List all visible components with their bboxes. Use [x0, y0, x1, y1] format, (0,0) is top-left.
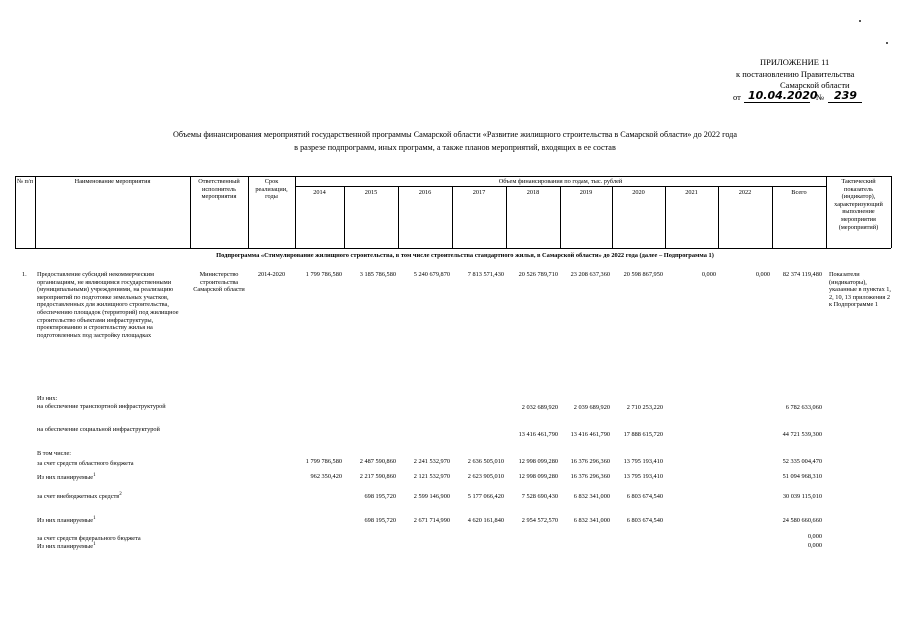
value-cell: 1 799 786,580	[305, 271, 342, 278]
appendix-line2: к постановлению Правительства	[736, 69, 855, 79]
value-cell: 30 039 115,010	[782, 493, 822, 500]
value-cell: 0,000	[807, 542, 822, 549]
header-year: 2016	[418, 189, 432, 196]
row-indicator: Показатели (индикаторы), указанные в пунктах 1, 2, 10, 13 приложения 2 к Подпрограмме 1	[829, 271, 892, 309]
scan-mark	[886, 42, 888, 44]
value-cell: 51 094 968,310	[782, 473, 822, 480]
value-cell: 7 813 571,430	[467, 271, 504, 278]
value-cell: 13 795 193,410	[623, 458, 663, 465]
value-cell: 16 376 296,360	[570, 473, 610, 480]
header-indicator: Тактический показатель (индикатор), характеризующий выполнение мероприятия (мероприятий)	[834, 178, 883, 231]
appendix-title: ПРИЛОЖЕНИЕ 11	[760, 57, 830, 67]
value-cell: 20 526 789,710	[518, 271, 558, 278]
appendix-from: от	[733, 92, 741, 102]
header-year: 2020	[632, 189, 645, 196]
fund-row-label: Из них планируемые$^1$	[37, 542, 96, 551]
of-them-label: Из них:	[37, 395, 58, 402]
sub-row-label: на обеспечение транспортной инфраструктурой	[37, 403, 166, 410]
header-year: 2022	[738, 189, 752, 196]
value-cell: 0,000	[755, 271, 770, 278]
value-cell: 2 121 532,970	[413, 473, 450, 480]
including-label: В том числе:	[37, 450, 72, 457]
value-cell: 17 888 615,720	[623, 431, 663, 438]
value-cell: 2 487 590,860	[359, 458, 396, 465]
value-cell: 7 528 690,430	[521, 493, 558, 500]
value-cell: 4 620 161,840	[467, 517, 504, 524]
value-cell: 2 623 905,010	[467, 473, 504, 480]
row-name: Предоставление субсидий некоммерческим организациям, не являющимся государственными (муниципальными) учреждениями, на реализацию мероприятий по подготовке земельных участков, предоставленных для жилищного строительства, обеспечению площадок (территорий) под жилищное строительство объектами инфраструктуры, проектированию и строительству жилья на подготовленных под застройку площадках	[37, 271, 179, 339]
appendix-number: 239	[834, 89, 857, 102]
value-cell: 6 832 341,000	[573, 517, 610, 524]
header-year: Всего	[791, 189, 807, 196]
header-year: 2018	[526, 189, 540, 196]
scan-mark	[859, 20, 861, 22]
header-year: 2014	[313, 189, 326, 196]
appendix-number-label: №	[816, 92, 825, 102]
value-cell: 0,000	[807, 533, 822, 540]
value-cell: 82 374 119,480	[782, 271, 822, 278]
value-cell: 2 217 590,860	[359, 473, 396, 480]
appendix-line3: Самарской области	[780, 80, 850, 90]
header-year: 2021	[685, 189, 698, 196]
fund-row-label: за счет средств федерального бюджета	[37, 535, 141, 543]
fund-row-label: за счет средств областного бюджета	[37, 460, 134, 468]
row-period: 2014-2020	[257, 271, 286, 278]
value-cell: 24 580 660,660	[782, 517, 822, 524]
doc-title-line1: Объемы финансирования мероприятий государственной программы Самарской области «Развитие жилищного строительства в Самарской области» до 2022 года	[173, 130, 737, 139]
value-cell: 23 208 637,360	[570, 271, 610, 278]
value-cell: 52 335 004,470	[782, 458, 822, 465]
value-cell: 698 195,720	[364, 517, 396, 524]
value-cell: 2 636 505,010	[467, 458, 504, 465]
value-cell: 3 185 786,580	[359, 271, 396, 278]
value-cell: 6 832 341,000	[573, 493, 610, 500]
value-cell: 13 416 461,790	[570, 431, 610, 438]
value-cell: 1 799 786,580	[305, 458, 342, 465]
value-cell: 698 195,720	[364, 493, 396, 500]
header-period: Срок реализации, годы	[255, 178, 288, 201]
value-cell: 44 721 539,300	[782, 431, 822, 438]
header-num: № п/п	[16, 178, 34, 185]
header-executor: Ответственный исполнитель мероприятия	[198, 178, 240, 201]
value-cell: 6 782 633,060	[785, 404, 822, 411]
sub-row-label: на обеспечение социальной инфраструктурой	[37, 426, 160, 433]
appendix-date: 10.04.2020	[748, 89, 818, 102]
value-cell: 13 795 193,410	[623, 473, 663, 480]
value-cell: 2 710 253,220	[626, 404, 663, 411]
value-cell: 2 039 689,920	[573, 404, 610, 411]
value-cell: 2 599 146,900	[413, 493, 450, 500]
value-cell: 5 240 679,870	[413, 271, 450, 278]
header-year: 2019	[579, 189, 593, 196]
fund-row-label: Из них планируемые$^1$	[37, 473, 96, 482]
value-cell: 12 998 099,280	[518, 458, 558, 465]
value-cell: 13 416 461,790	[518, 431, 558, 438]
header-name: Наименование мероприятия	[74, 178, 151, 185]
value-cell: 2 954 572,570	[521, 517, 558, 524]
row-executor: Министерство строительства Самарской области	[193, 271, 245, 294]
value-cell: 20 598 867,950	[623, 271, 663, 278]
value-cell: 2 241 532,970	[413, 458, 450, 465]
value-cell: 12 998 099,280	[518, 473, 558, 480]
header-funding: Объем финансирования по годам, тыс. рублей	[498, 178, 623, 185]
value-cell: 6 803 674,540	[626, 517, 663, 524]
header-year: 2017	[472, 189, 486, 196]
value-cell: 6 803 674,540	[626, 493, 663, 500]
value-cell: 5 177 066,420	[467, 493, 504, 500]
row-number: 1.	[22, 271, 27, 278]
value-cell: 0,000	[701, 271, 716, 278]
fund-row-label: Из них планируемые$^1$	[37, 516, 96, 525]
value-cell: 962 350,420	[310, 473, 342, 480]
value-cell: 2 671 714,990	[413, 517, 450, 524]
value-cell: 16 376 296,360	[570, 458, 610, 465]
subprogram-title: Подпрограмма «Стимулирование жилищного строительства, в том числе строительства стандартного жилья, в Самарской области» до 2022 года (далее – Подпрограмма 1)	[216, 252, 714, 259]
header-year: 2015	[364, 189, 378, 196]
value-cell: 2 032 689,920	[521, 404, 558, 411]
doc-title-line2: в разрезе подпрограмм, иных программ, а также планов мероприятий, входящих в ее состав	[294, 143, 616, 152]
fund-row-label: за счет внебюджетных средств$^2$	[37, 492, 122, 501]
